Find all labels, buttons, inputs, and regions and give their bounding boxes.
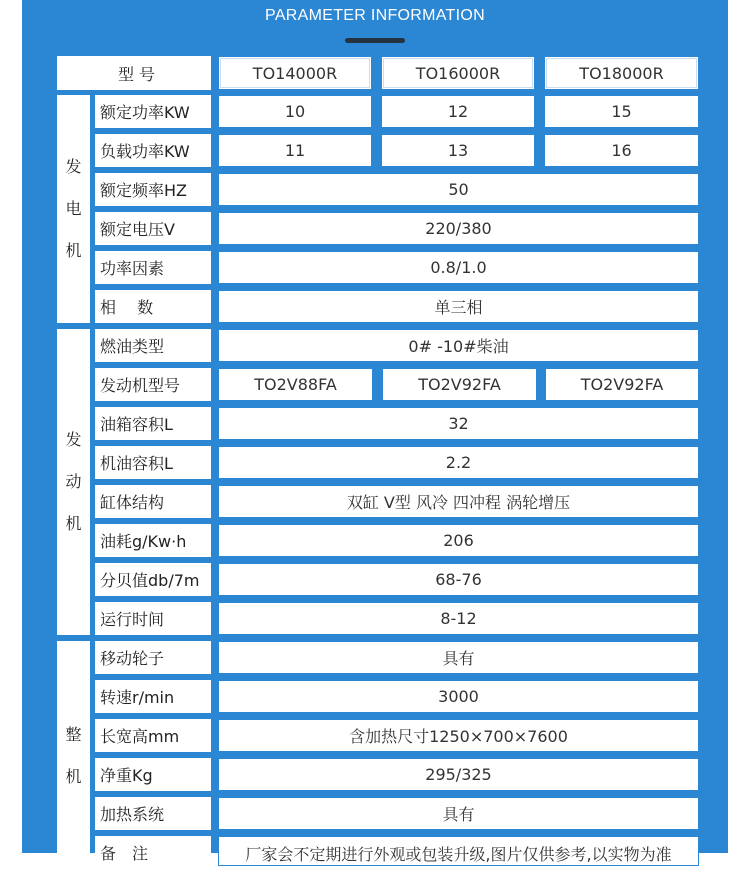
row-label: 功率因素 xyxy=(95,251,211,284)
group-engine-label xyxy=(57,329,90,635)
row-label: 备 注 xyxy=(95,836,211,866)
group-char: 电 xyxy=(65,199,82,218)
note-value: 厂家会不定期进行外观或包装升级,图片仅供参考,以实物为准 xyxy=(218,836,699,866)
row-value: TO2V88FA xyxy=(218,368,373,401)
group-char: 发 xyxy=(65,430,82,449)
row-value: 13 xyxy=(381,134,535,167)
group-char: 机 xyxy=(65,767,82,786)
row-label: 油箱容积L xyxy=(95,407,211,440)
row-value: 2.2 xyxy=(218,446,699,479)
model-cell-2: TO16000R xyxy=(381,56,535,90)
row-label: 净重Kg xyxy=(95,758,211,791)
row-label: 燃油类型 xyxy=(95,329,211,362)
row-label: 负载功率KW xyxy=(95,134,211,167)
row-value: 单三相 xyxy=(218,290,699,323)
row-value: 32 xyxy=(218,407,699,440)
row-value: TO2V92FA xyxy=(545,368,699,401)
row-value: 双缸 V型 风冷 四冲程 涡轮增压 xyxy=(218,485,699,518)
row-value: TO2V92FA xyxy=(382,368,537,401)
row-value: 0.8/1.0 xyxy=(218,251,699,284)
model-cell-3: TO18000R xyxy=(544,56,699,90)
row-value: 16 xyxy=(544,134,699,167)
group-machine-label xyxy=(57,641,90,871)
model-label-cell: 型 号 xyxy=(57,56,211,90)
group-char: 机 xyxy=(65,241,82,260)
group-char: 整 xyxy=(65,725,82,744)
row-value: 50 xyxy=(218,173,699,206)
row-label: 运行时间 xyxy=(95,602,211,635)
row-label: 发动机型号 xyxy=(95,368,211,401)
row-value: 含加热尺寸1250×700×7600 xyxy=(218,719,699,752)
row-label: 额定频率HZ xyxy=(95,173,211,206)
group-generator-label xyxy=(57,95,90,323)
group-char: 动 xyxy=(65,472,82,491)
row-label: 分贝值db/7m xyxy=(95,563,211,596)
section-title: PARAMETER INFORMATION xyxy=(265,7,485,24)
row-value: 12 xyxy=(381,95,535,128)
row-label: 移动轮子 xyxy=(95,641,211,674)
row-value: 3000 xyxy=(218,680,699,713)
row-label: 缸体结构 xyxy=(95,485,211,518)
group-char: 机 xyxy=(65,514,82,533)
row-value: 206 xyxy=(218,524,699,557)
row-label: 相 数 xyxy=(95,290,211,323)
row-label: 长宽高mm xyxy=(95,719,211,752)
row-value: 68-76 xyxy=(218,563,699,596)
model-cell-1: TO14000R xyxy=(218,56,372,90)
row-value: 15 xyxy=(544,95,699,128)
row-value: 220/380 xyxy=(218,212,699,245)
row-value: 295/325 xyxy=(218,758,699,791)
row-label: 转速r/min xyxy=(95,680,211,713)
row-label: 额定电压V xyxy=(95,212,211,245)
row-label: 额定功率KW xyxy=(95,95,211,128)
row-label: 机油容积L xyxy=(95,446,211,479)
row-value: 10 xyxy=(218,95,372,128)
row-value: 具有 xyxy=(218,641,699,674)
group-char: 发 xyxy=(65,157,82,176)
title-divider xyxy=(345,38,405,43)
row-label: 加热系统 xyxy=(95,797,211,830)
row-value: 0# -10#柴油 xyxy=(218,329,699,362)
row-label: 油耗g/Kw·h xyxy=(95,524,211,557)
row-value: 具有 xyxy=(218,797,699,830)
row-value: 11 xyxy=(218,134,372,167)
row-value: 8-12 xyxy=(218,602,699,635)
